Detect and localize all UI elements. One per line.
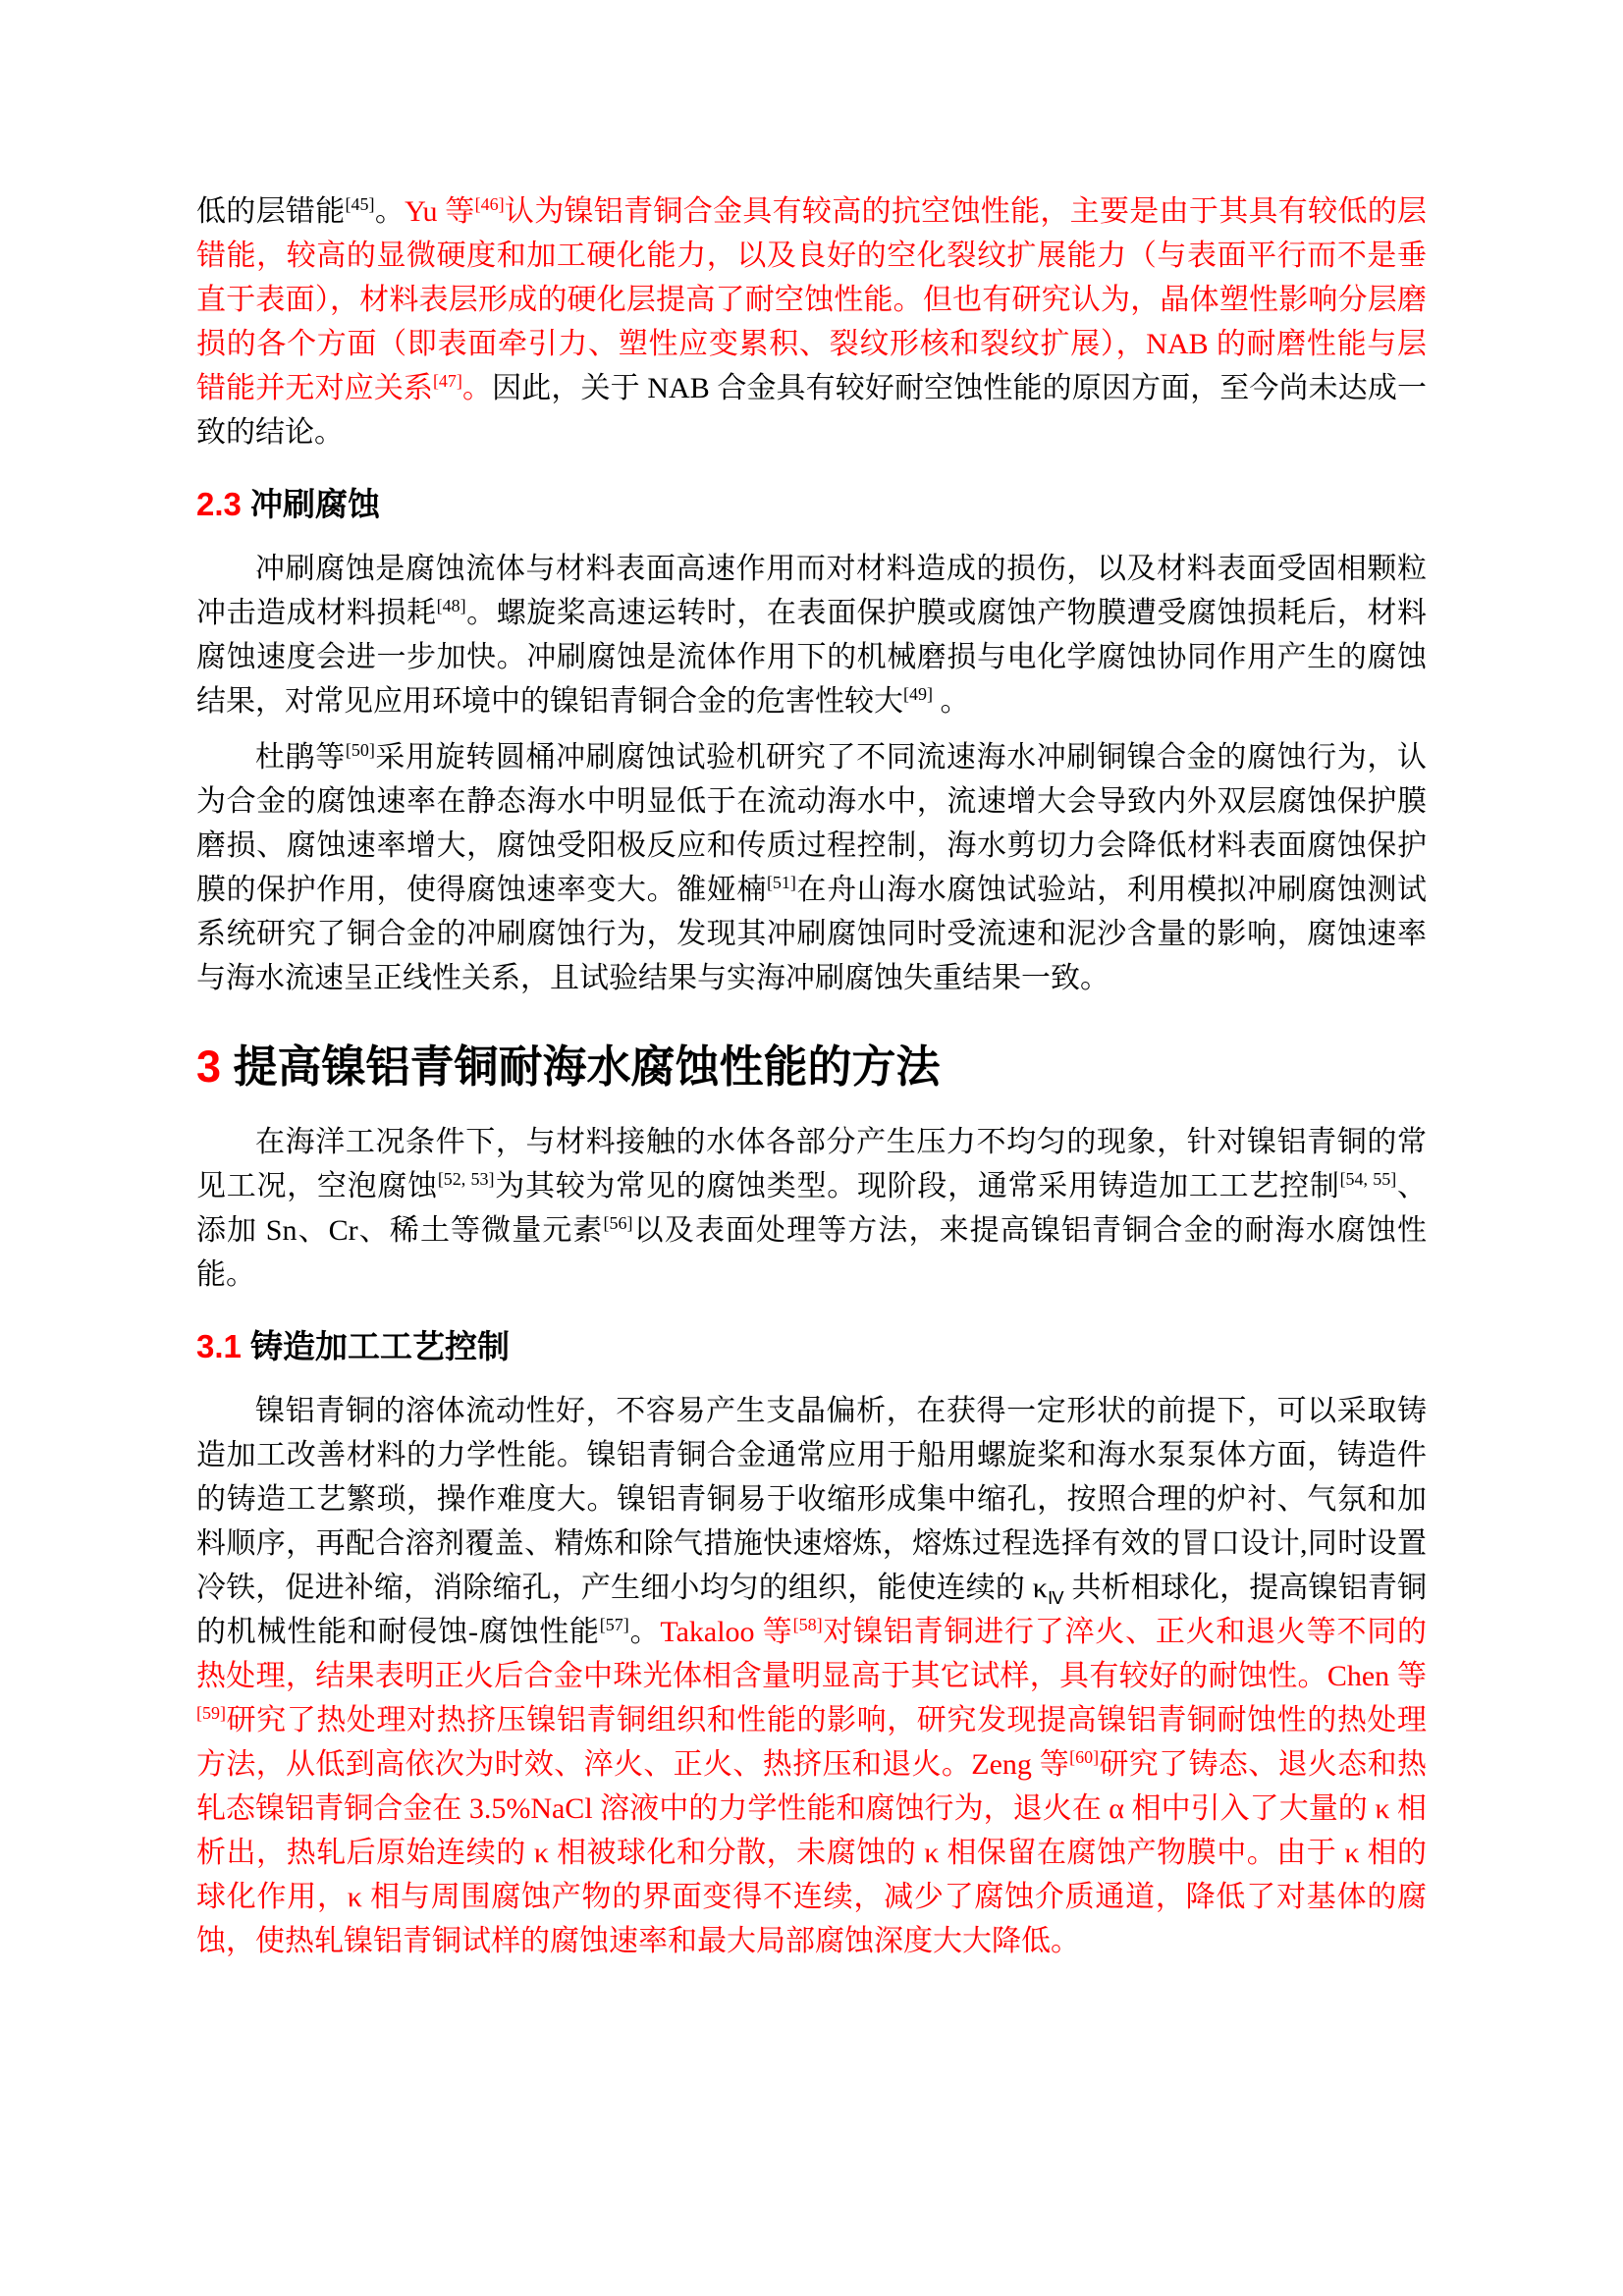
paragraph bbox=[196, 189, 1427, 454]
text-run: 。螺旋桨高速运转时，在表面保护膜或腐蚀产物膜遭受腐蚀损耗后，材料腐蚀速度会进一步加快。冲刷腐蚀是流体作用下的机械磨损与电化学腐蚀协同作用产生的腐蚀结果，对常见应用环境中的镍铝青铜合金的危害性较大 bbox=[196, 597, 1428, 718]
text-run: 。 bbox=[628, 1616, 661, 1648]
paragraph bbox=[196, 547, 1427, 723]
citation-ref: [50] bbox=[345, 740, 375, 760]
text-run: 以及表面处理等方法，来提高镍铝青铜合金的耐海水腐蚀性能。 bbox=[196, 1214, 1428, 1291]
text-run: 提高镍铝青铜耐海水腐蚀性能的方法 bbox=[233, 1041, 941, 1092]
text-run: Yu 等 bbox=[405, 195, 475, 228]
text-run: 研究了热处理对热挤压镍铝青铜组织和性能的影响，研究发现提高镍铝青铜耐蚀性的热处理方法，从低到高依次为时效、淬火、正火、热挤压和退火。Zeng 等 bbox=[196, 1704, 1427, 1781]
text-run: 低的层错能 bbox=[196, 195, 346, 228]
text-run: 2.3 bbox=[196, 486, 251, 522]
text-run: 共析相球化，提高镍铝青铜的机械性能和耐侵蚀-腐蚀性能 bbox=[196, 1572, 1427, 1648]
text-run: 在舟山海水腐蚀试验站，利用模拟冲刷腐蚀测试系统研究了铜合金的冲刷腐蚀行为，发现其冲刷腐蚀同时受流速和泥沙含量的影响，腐蚀速率与海水流速呈正线性关系，且试验结果与实海冲刷腐蚀失重结果一致。 bbox=[196, 874, 1428, 994]
text-run: 3.1 bbox=[196, 1328, 251, 1364]
citation-ref: [46] bbox=[474, 194, 505, 214]
section-heading bbox=[196, 484, 1427, 525]
paragraph bbox=[196, 735, 1427, 1000]
text-run: 在海洋工况条件下，与材料接触的水体各部分产生压力不均匀的现象，针对镍铝青铜的常见工况，空泡腐蚀 bbox=[196, 1126, 1427, 1202]
document-body bbox=[196, 189, 1427, 1963]
text-run: 冲刷腐蚀 bbox=[250, 486, 381, 522]
text-run: 因此，关于 NAB 合金具有较好耐空蚀性能的原因方面，至今尚未达成一致的结论。 bbox=[196, 372, 1428, 449]
citation-ref: [58] bbox=[792, 1615, 823, 1634]
citation-ref: [57] bbox=[599, 1615, 629, 1634]
citation-ref: [59] bbox=[196, 1703, 226, 1723]
text-run: 认为镍铝青铜合金具有较高的抗空蚀性能，主要是由于其具有较低的层错能，较高的显微硬度和加工硬化能力，以及良好的空化裂纹扩展能力（与表面平行而不是垂直于表面），材料表层形成的硬化层提高了耐空蚀性能。但也有研究认为，晶体塑性影响分层磨损的各个方面（即表面牵引力、塑性应变累积、裂纹形核和裂纹扩展），NAB 的耐磨性能与层错能并无对应关系 bbox=[196, 195, 1428, 404]
paragraph bbox=[196, 1389, 1427, 1963]
text-run: 研究了铸态、退火态和热轧态镍铝青铜合金在 3.5%NaCl 溶液中的力学性能和腐蚀行为，退火在 α 相中引入了大量的 κ 相析出，热轧后原始连续的 κ 相被球化和分散，未腐蚀的 κ 相保留在腐蚀产物膜中。由于 κ 相的球化作用，κ 相与周围腐蚀产物的界面变得不连续，减少了腐蚀介质通道，降低了对基体的腐蚀，使热轧镍铝青铜试样的腐蚀速率和最大局部腐蚀深度大大降低。 bbox=[196, 1748, 1428, 1957]
citation-ref: [56] bbox=[603, 1213, 633, 1233]
text-run: 冲刷腐蚀是腐蚀流体与材料表面高速作用而对材料造成的损伤，以及材料表面受固相颗粒冲击造成材料损耗 bbox=[196, 553, 1427, 629]
text-run: 。 bbox=[461, 372, 493, 404]
citation-ref: [49] bbox=[903, 684, 933, 704]
chapter-heading bbox=[196, 1040, 1427, 1095]
text-run: 3 bbox=[196, 1041, 234, 1092]
citation-ref: [47] bbox=[432, 371, 462, 391]
citation-ref: [60] bbox=[1069, 1747, 1100, 1767]
text-run: 对镍铝青铜进行了淬火、正火和退火等不同的热处理，结果表明正火后合金中珠光体相含量明显高于其它试样，具有较好的耐蚀性。Chen 等 bbox=[196, 1616, 1428, 1692]
text-run: 杜鹃等 bbox=[255, 741, 346, 774]
text-run: 、添加 Sn、Cr、稀土等微量元素 bbox=[196, 1170, 1428, 1247]
section-heading bbox=[196, 1326, 1427, 1367]
text-run: 为其较为常见的腐蚀类型。现阶段，通常采用铸造加工工艺控制 bbox=[494, 1170, 1340, 1202]
subscript-text: Ⅳ bbox=[1047, 1588, 1064, 1608]
citation-ref: [54, 55] bbox=[1339, 1169, 1397, 1189]
text-run: Takaloo 等 bbox=[660, 1616, 793, 1648]
citation-ref: [48] bbox=[436, 596, 466, 615]
citation-ref: [52, 53] bbox=[437, 1169, 495, 1189]
paragraph bbox=[196, 1120, 1427, 1297]
text-run: 铸造加工工艺控制 bbox=[250, 1328, 511, 1364]
text-run: 。 bbox=[933, 685, 970, 718]
text-run: 镍铝青铜的溶体流动性好，不容易产生支晶偏析，在获得一定形状的前提下，可以采取铸造加工改善材料的力学性能。镍铝青铜合金通常应用于船用螺旋桨和海水泵泵体方面，铸造件的铸造工艺繁琐，操作难度大。镍铝青铜易于收缩形成集中缩孔，按照合理的炉衬、气氛和加料顺序，再配合溶剂覆盖、精炼和除气措施快速熔炼，熔炼过程选择有效的冒口设计,同时设置冷铁，促进补缩，消除缩孔，产生细小均匀的组织，能使连续的 κ bbox=[196, 1395, 1427, 1604]
citation-ref: [45] bbox=[345, 194, 375, 214]
citation-ref: [51] bbox=[766, 873, 796, 892]
text-run: 。 bbox=[374, 195, 406, 228]
text-run: 采用旋转圆桶冲刷腐蚀试验机研究了不同流速海水冲刷铜镍合金的腐蚀行为，认为合金的腐蚀速率在静态海水中明显低于在流动海水中，流速增大会导致内外双层腐蚀保护膜磨损、腐蚀速率增大，腐蚀受阳极反应和传质过程控制，海水剪切力会降低材料表面腐蚀保护膜的保护作用，使得腐蚀速率变大。雒娅楠 bbox=[196, 741, 1428, 906]
